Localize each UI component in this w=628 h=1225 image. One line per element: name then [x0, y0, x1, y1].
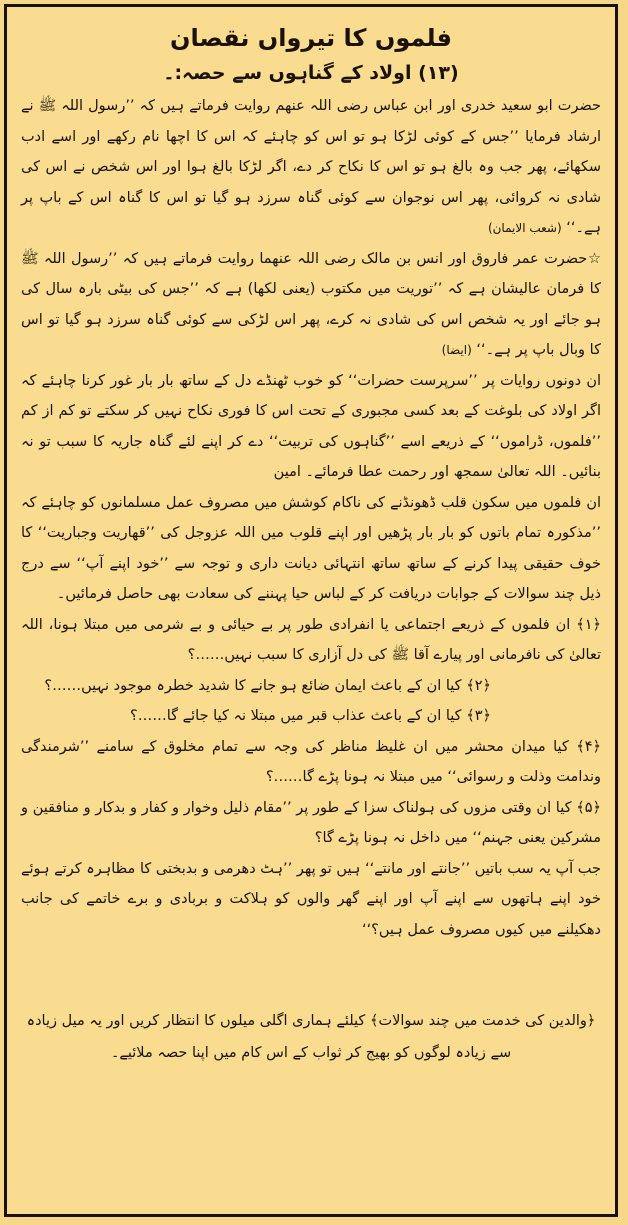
document-page [4, 4, 618, 1217]
hadith-paragraph-1 [21, 91, 601, 244]
hadith-paragraph-2 [21, 244, 601, 366]
closing-paragraph: جب آپ یہ سب باتیں ’’جانتے اور مانتے‘‘ ہیں تو پھر ’’ہٹ دھرمی و بدبختی کا مظاہرہ کرتے ہوئے خود اپنے ہاتھوں سے اپنے آپ اور اپنے گھر والوں کو ہلاکت و بربادی و برے خاتمے کی جانب دھکیلنے میں کیوں مصروف عمل ہیں؟‘‘ [21, 860, 601, 938]
spacer [21, 945, 601, 1005]
question-3: ﴿۳﴾ کیا ان کے باعث عذاب قبر میں مبتلا نہ کیا جائے گا……؟ [130, 708, 491, 724]
reference-1: (شعب الایمان) [487, 221, 562, 235]
hadith-text-2: ☆حضرت عمر فاروق اور انس بن مالک رضی اللہ عنھما روایت فرماتے ہیں کہ ’’رسول اللہ ﷺ کا فرمان عالیشان ہے کہ ’’توریت میں مکتوب (یعنی لکھا) ہے کہ ’’جس کی بیٹی بارہ سال کی ہو جائے اور یہ شخص اس کی شادی نہ کرے، پھر اس لڑکی سے کوئی گناہ سرزد ہو گیا تو اس کا وبال باپ پر ہے۔‘‘ [21, 250, 601, 358]
hadith-text-1: حضرت ابو سعید خدری اور ابن عباس رضی اللہ عنھم روایت فرماتے ہیں کہ ’’رسول اللہ ﷺ نے ارشاد فرمایا ’’جس کے کوئی لڑکا ہو تو اس کو چاہئے کہ اس کا اچھا نام رکھے اور اسے ادب سکھائے، پھر جب وہ بالغ ہو تو اس کا نکاح کر دے، اگر لڑکا بالغ ہوا اور اس شخص نے اس کی شادی نہ کروائی، پھر اس نوجوان سے کوئی گناہ سرزد ہو گیا تو اس کا گناہ اس کے باپ پر ہے۔‘‘ [21, 98, 601, 236]
question-5: ﴿۵﴾ کیا ان وقتی مزوں کی ہولناک سزا کے طور پر ’’مقام ذلیل وخوار و کفار و بدکار و منافقین و مشرکین یعنی جہنم‘‘ میں داخل نہ ہونا پڑے گا؟ [21, 799, 601, 846]
commentary-paragraph: ان دونوں روایات پر ’’سرپرست حضرات‘‘ کو خوب ٹھنڈے دل کے ساتھ بار بار غور کرنا چاہئے کہ اگر اولاد کی بلوغت کے بعد کسی مجبوری کے تحت اس کا فوری نکاح نہیں کر سکتے تو کم از کم ’’فلموں، ڈراموں‘‘ کے ذریعے اسے ’’گناہوں کی تربیت‘‘ دے کر اپنے لئے گناہ جاریہ کا سبب تو نہ بنائیں۔ اللہ تعالیٰ سمجھ اور رحمت عطا فرمائے۔ امین [21, 372, 601, 480]
advice-paragraph: ان فلموں میں سکون قلب ڈھونڈنے کی ناکام کوشش میں مصروف عمل مسلمانوں کو چاہئے کہ ’’مذکورہ تمام باتوں کو بار بار پڑھیں اور اپنے قلوب میں اللہ عزوجل کی ’’قھاریت وجباریت‘‘ کا خوف حقیقی پیدا کرنے کے ساتھ ساتھ انتہائی دیانت داری و توجہ سے ’’خود اپنے آپ‘‘ سے درج ذیل چند سوالات کے جوابات دریافت کر کے لباس حیا پہننے کی سعادت بھی حاصل فرمائیں۔ [21, 494, 601, 602]
page-title: فلموں کا تیرواں نقصان [170, 24, 452, 52]
section-subtitle: (۱۳) اولاد کے گناہوں سے حصہ:۔ [163, 62, 459, 84]
question-2: ﴿۲﴾ کیا ان کے باعث ایمان ضائع ہو جانے کا شدید خطرہ موجود نہیں……؟ [44, 677, 491, 694]
question-4: ﴿۴﴾ کیا میدان محشر میں ان غلیظ مناظر کی وجہ سے تمام مخلوق کے سامنے ’’شرمندگی وندامت وذلت و رسوائی‘‘ میں مبتلا نہ ہونا پڑے گا……؟ [21, 738, 601, 785]
footer-note: ﴿والدین کی خدمت میں چند سوالات﴾ کیلئے ہماری اگلی میلوں کا انتظار کریں اور یہ میل زیادہ سے زیادہ لوگوں کو بھیج کر ثواب کے اس کام میں اپنا حصہ ملائیے۔ [26, 1013, 596, 1061]
question-1: ﴿۱﴾ ان فلموں کے ذریعے اجتماعی یا انفرادی طور پر بے حیائی و بے شرمی میں مبتلا ہونا، اللہ تعالیٰ کی نافرمانی اور پیارے آقا ﷺ کی دل آزاری کا سبب نہیں……؟ [21, 616, 601, 663]
reference-2: (ایضا) [441, 343, 472, 357]
